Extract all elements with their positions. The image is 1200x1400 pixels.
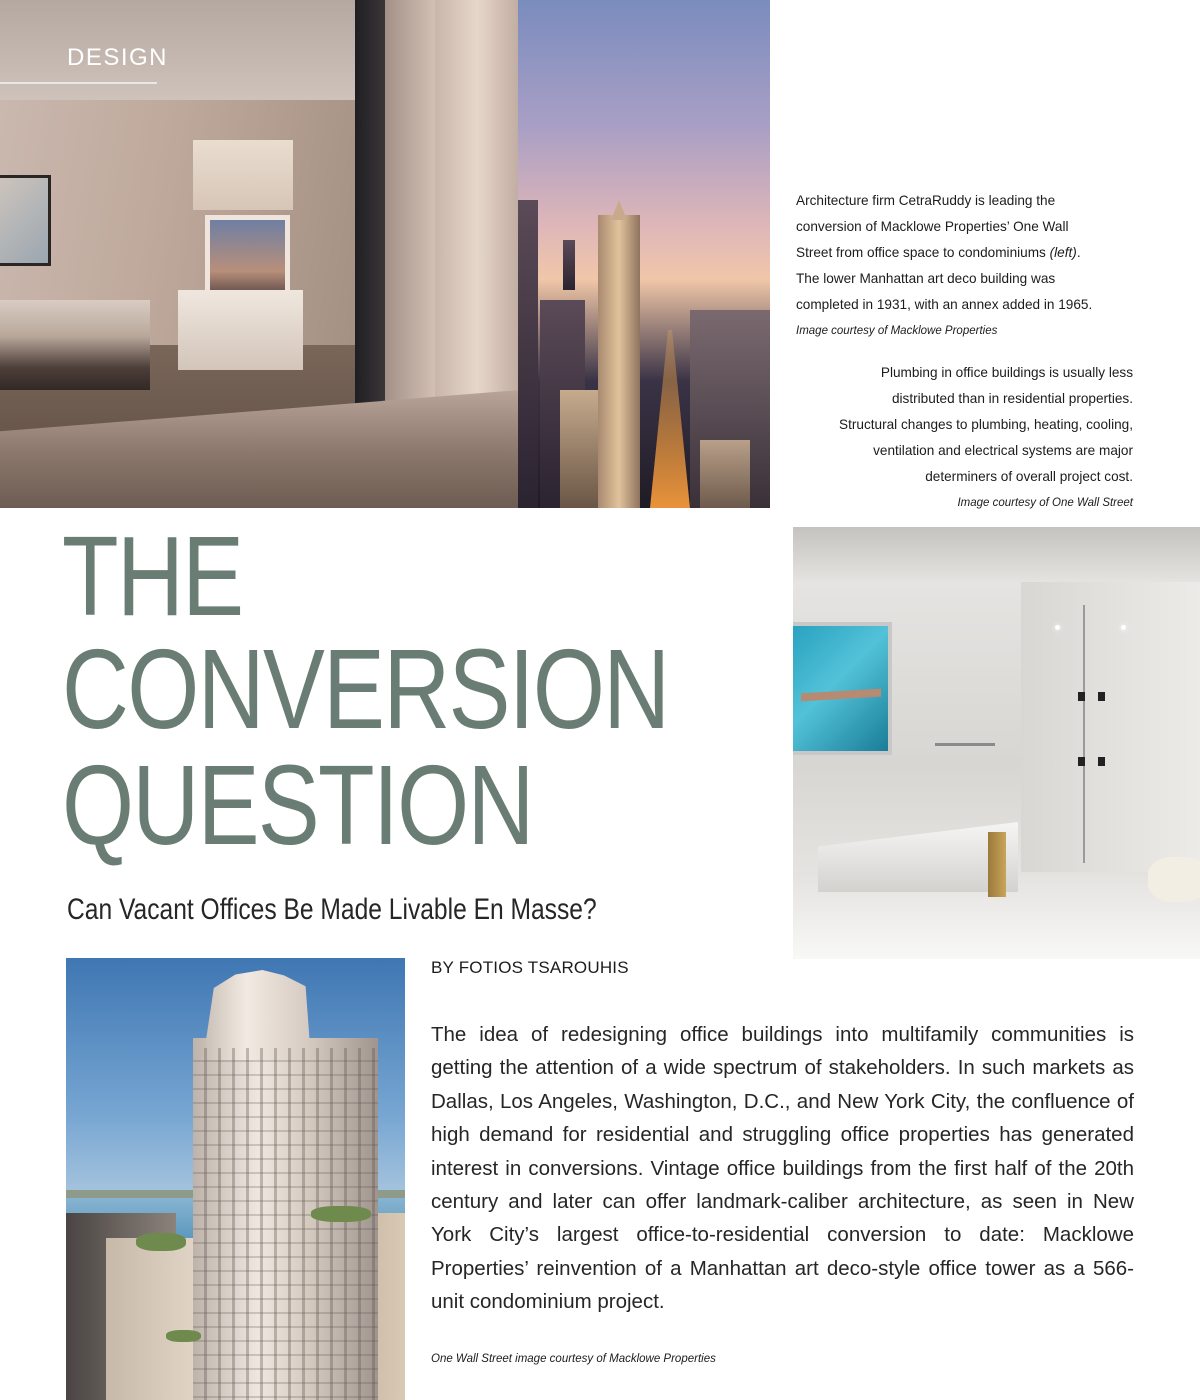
photo-wall-art: [0, 175, 51, 266]
caption-line: Plumbing in office buildings is usually less: [880, 365, 1133, 380]
photo-ceiling-light: [1121, 625, 1126, 630]
photo-shower-wall: [1021, 582, 1200, 882]
image-credit: Image courtesy of One Wall Street: [957, 497, 1133, 509]
caption-line: conversion of Macklowe Properties’ One Wall: [796, 219, 1069, 234]
caption-one-wall-street: [796, 188, 1141, 344]
photo-window-mullion: [355, 0, 385, 420]
headline-line: THE: [62, 513, 243, 639]
photo-skyline-building: [700, 440, 750, 508]
photo-shower-hinge: [1098, 692, 1105, 701]
caption-line: Architecture firm CetraRuddy is leading the: [796, 193, 1056, 208]
caption-line: distributed than in residential properties.: [891, 391, 1133, 406]
headline-line: CONVERSION: [62, 626, 669, 752]
photo-window-blind: [193, 140, 293, 210]
article-body: The idea of redesigning office buildings into multifamily communities is getting the attention of a wide spectrum of stakeholders. In such markets as Dallas, Los Angeles, Washington, D.C., and New York City, the confluence of high demand for residential and struggling office properties has generated interest in conversions. Vintage office buildings from the first half of the 20th century and later can offer landmark-caliber architecture, as seen in New York City’s largest office-to-residential conversion to date: Macklowe Properties’ reinvention of a Manhattan art deco-style office tower as a 566-unit condominium project.: [431, 1023, 1134, 1314]
photo-tower-windows: [193, 1048, 378, 1400]
photo-shower-glass: [1083, 605, 1085, 863]
photo-skyline-building: [518, 200, 538, 508]
photo-woolworth-tower: [598, 215, 640, 508]
headline-line: QUESTION: [62, 742, 533, 868]
photo-rooftop-greenery: [311, 1206, 371, 1222]
photo-ceiling: [793, 527, 1200, 582]
caption-line: determiners of overall project cost.: [925, 469, 1133, 484]
caption-line: The lower Manhattan art deco building was: [796, 271, 1056, 286]
photo-towel-bar: [935, 743, 995, 746]
caption-text: Street from office space to condominiums: [796, 245, 1050, 260]
one-wall-street-tower-photo: [66, 958, 405, 1400]
image-credit: One Wall Street image courtesy of Macklowe Properties: [431, 1353, 716, 1365]
photo-skyline-building: [563, 240, 575, 290]
bathroom-photo: [793, 527, 1200, 959]
photo-ceiling-light: [1055, 625, 1060, 630]
photo-lowrise-building: [106, 1238, 201, 1400]
photo-bed: [0, 300, 150, 390]
photo-fur-rug: [1148, 857, 1200, 902]
photo-window-frame: [0, 0, 380, 100]
image-credit: Image courtesy of Macklowe Properties: [796, 325, 998, 337]
caption-line: completed in 1931, with an annex added in 1965.: [796, 297, 1093, 312]
caption-text: .: [1076, 245, 1081, 260]
caption-line: ventilation and electrical systems are major: [873, 443, 1133, 458]
photo-tower-crown: [203, 970, 311, 1060]
photo-cabinet: [178, 290, 303, 370]
caption-line: Structural changes to plumbing, heating, cooling,: [839, 417, 1133, 432]
photo-rooftop-greenery: [166, 1330, 201, 1342]
section-label: DESIGN: [67, 44, 169, 71]
caption-line: [796, 240, 1141, 266]
photo-brass-stool: [988, 832, 1006, 897]
hero-photo-interior-skyline: [0, 0, 770, 508]
photo-rooftop-greenery: [136, 1233, 186, 1251]
photo-shower-hinge: [1098, 757, 1105, 766]
caption-emphasis: (left): [1049, 245, 1077, 260]
section-rule: [0, 82, 157, 84]
photo-shower-hinge: [1078, 757, 1085, 766]
byline: BY FOTIOS TSAROUHIS: [431, 958, 629, 977]
photo-swimmer-artwork: [793, 622, 892, 755]
photo-shower-hinge: [1078, 692, 1085, 701]
caption-plumbing: [795, 360, 1133, 516]
headline-subtitle: Can Vacant Offices Be Made Livable En Masse?: [67, 893, 597, 926]
